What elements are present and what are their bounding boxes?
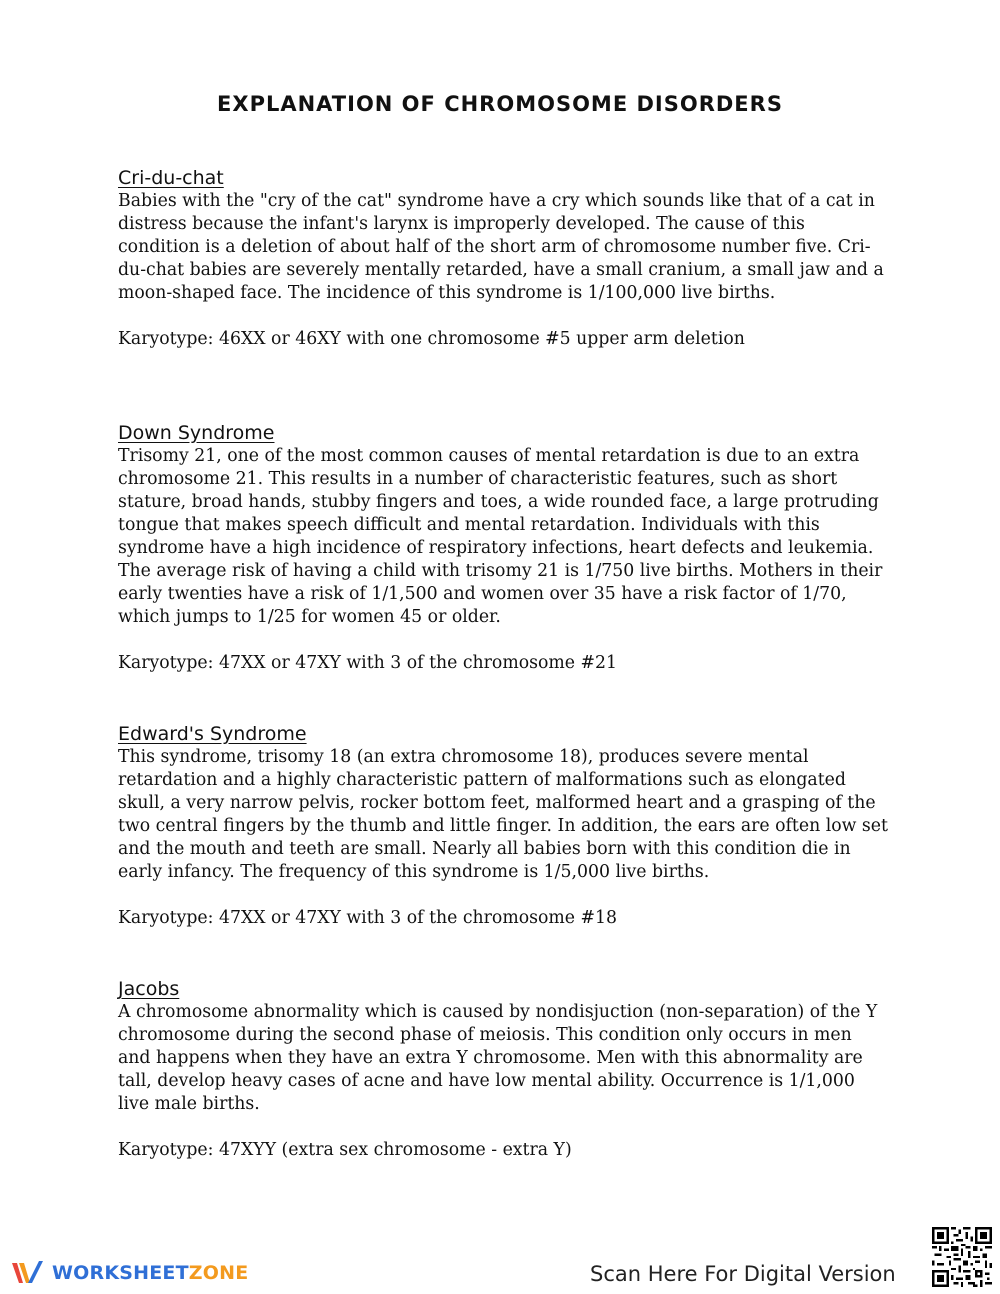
section-body: This syndrome, trisomy 18 (an extra chromosome 18), produces severe mental retardation and a highly characteristic pattern of malformations such as elongated skull, a very narrow pelvis, rocker bottom feet, malformed heart and a grasping of the two central fingers by the thumb and little finger. In addition, the ears are often low set and the mouth and teeth are small. Nearly all babies born with this condition die in early infancy. The frequency of this syndrome is 1/5,000 live births.: [118, 747, 888, 882]
worksheetzone-logo[interactable]: [10, 1258, 248, 1288]
section-heading: Cri-du-chat: [118, 167, 224, 189]
logo-word-zone: ZONE: [188, 1262, 249, 1284]
qr-code-icon[interactable]: [932, 1227, 992, 1287]
logo-wordmark: [52, 1262, 248, 1284]
karyotype-line: Karyotype: 47XX or 47XY with 3 of the chromosome #18: [118, 908, 617, 928]
section-body: A chromosome abnormality which is caused by nondisjuction (non-separation) of the Y chromosome during the second phase of meiosis. This condition only occurs in men and happens when they have an extra Y chromosome. Men with this abnormality are tall, develop heavy cases of acne and have low mental ability. Occurrence is 1/1,000 live male births.: [118, 1002, 878, 1114]
section-cri-du-chat: [118, 167, 888, 351]
section-edwards-syndrome: [118, 723, 888, 930]
scan-for-digital-text: Scan Here For Digital Version: [590, 1262, 896, 1286]
logo-word-worksheet: WORKSHEET: [52, 1262, 189, 1284]
section-jacobs: [118, 978, 888, 1162]
section-heading: Down Syndrome: [118, 422, 275, 444]
page-title: EXPLANATION OF CHROMOSOME DISORDERS: [217, 92, 783, 116]
karyotype-line: Karyotype: 47XX or 47XY with 3 of the chromosome #21: [118, 653, 617, 673]
section-heading: Jacobs: [118, 978, 180, 1000]
section-heading: Edward's Syndrome: [118, 723, 307, 745]
section-down-syndrome: [118, 422, 888, 675]
section-body: Babies with the "cry of the cat" syndrome have a cry which sounds like that of a cat in distress because the infant's larynx is improperly developed. The cause of this condition is a deletion of about half of the short arm of chromosome number five. Cri-du-chat babies are severely mentally retarded, have a small cranium, a small jaw and a moon-shaped face. The incidence of this syndrome is 1/100,000 live births.: [118, 191, 884, 303]
section-body: Trisomy 21, one of the most common causes of mental retardation is due to an extra chromosome 21. This results in a number of characteristic features, such as short stature, broad hands, stubby fingers and toes, a wide rounded face, a large protruding tongue that makes speech difficult and mental retardation. Individuals with this syndrome have a high incidence of respiratory infections, heart defects and leukemia. The average risk of having a child with trisomy 21 is 1/750 live births. Mothers in their early twenties have a risk of 1/1,500 and women over 35 have a risk factor of 1/70, which jumps to 1/25 for women 45 or older.: [118, 446, 883, 627]
worksheetzone-logo-icon: [10, 1259, 46, 1287]
karyotype-line: Karyotype: 46XX or 46XY with one chromosome #5 upper arm deletion: [118, 329, 745, 349]
karyotype-line: Karyotype: 47XYY (extra sex chromosome - extra Y): [118, 1140, 572, 1160]
